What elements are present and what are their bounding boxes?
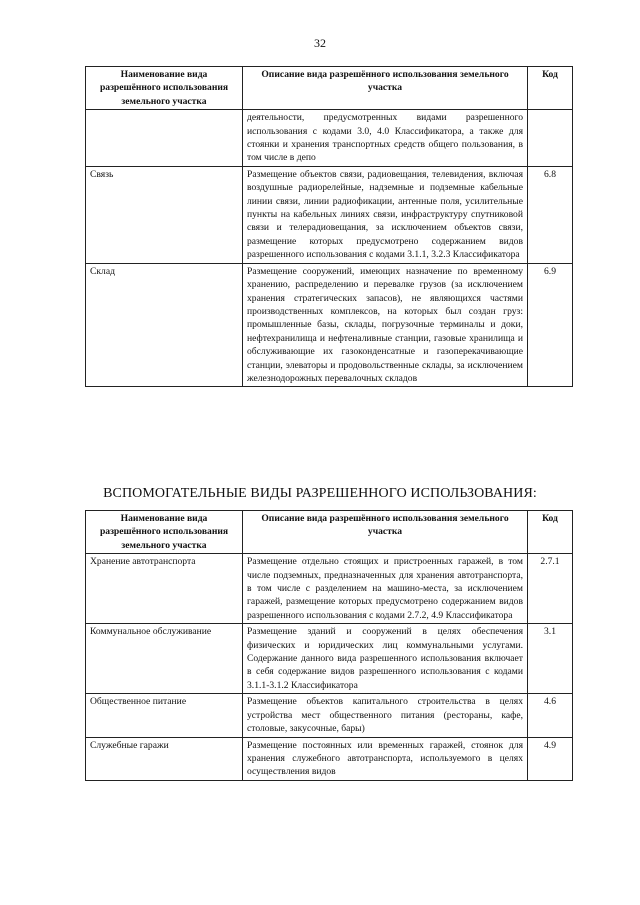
section-title-auxiliary-uses: ВСПОМОГАТЕЛЬНЫЕ ВИДЫ РАЗРЕШЕННОГО ИСПОЛЬЗОВАНИЯ:	[103, 486, 537, 501]
row-name: Коммунальное обслуживание	[86, 624, 243, 694]
table-header-row	[86, 67, 573, 110]
table-row	[86, 554, 573, 624]
row-description: Размещение объектов связи, радиовещания, телевидения, включая воздушные радиорелейные, надземные и подземные кабельные линии связи, линии радиофикации, антенные поля, усилительные пункты на кабельных линиях связи, инфраструктуру спутниковой связи и телерадиовещания, за исключением объектов связи, размещение которых предусмотрено содержанием видов разрешенного использования с кодами 3.1.1, 3.2.3 Классификатора	[243, 166, 528, 263]
table-row	[86, 694, 573, 737]
row-code: 6.8	[528, 166, 573, 263]
row-description: деятельности, предусмотренных видами разрешенного использования с кодами 3.0, 4.0 Классификатора, а также для стоянки и хранения транспортных средств общего пользования, в том числе в депо	[243, 110, 528, 167]
header-name: Наименование вида разрешённого использования земельного участка	[86, 67, 243, 110]
table-row	[86, 624, 573, 694]
page-number: 32	[314, 36, 326, 50]
row-name: Склад	[86, 263, 243, 387]
row-code: 3.1	[528, 624, 573, 694]
table-row	[86, 166, 573, 263]
row-name: Служебные гаражи	[86, 737, 243, 780]
table-header-row	[86, 511, 573, 554]
row-name	[86, 110, 243, 167]
header-description: Описание вида разрешённого использования земельного участка	[243, 511, 528, 554]
row-description: Размещение зданий и сооружений в целях обеспечения физических и юридических лиц коммунальными услугами. Содержание данного вида разрешенного использования включает в себя содержание видов разрешенного использования с кодами 3.1.1-3.1.2 Классификатора	[243, 624, 528, 694]
row-name: Общественное питание	[86, 694, 243, 737]
header-code: Код	[528, 67, 573, 110]
row-description: Размещение объектов капитального строительства в целях устройства мест общественного питания (рестораны, кафе, столовые, закусочные, бары)	[243, 694, 528, 737]
row-description: Размещение отдельно стоящих и пристроенных гаражей, в том числе подземных, предназначенных для хранения автотранспорта, в том числе с разделением на машино-места, за исключением гаражей, размещение которых предусмотрено содержанием видов разрешенного использования с кодами 2.7.2, 4.9 Классификатора	[243, 554, 528, 624]
row-code: 6.9	[528, 263, 573, 387]
row-code: 4.9	[528, 737, 573, 780]
row-code: 2.7.1	[528, 554, 573, 624]
table-row	[86, 737, 573, 780]
table-row	[86, 110, 573, 167]
header-description: Описание вида разрешённого использования земельного участка	[243, 67, 528, 110]
row-name: Хранение автотранспорта	[86, 554, 243, 624]
land-use-table-main	[85, 66, 573, 387]
row-description: Размещение сооружений, имеющих назначение по временному хранению, распределению и перевалке грузов (за исключением хранения стратегических запасов), не являющихся частями производственных комплексов, на которых был создан груз: промышленные базы, склады, погрузочные терминалы и доки, нефтехранилища и нефтеналивные станции, газовые хранилища и обслуживающие их газоконденсатные и газоперекачивающие станции, элеваторы и продовольственные склады, за исключением железнодорожных перевалочных складов	[243, 263, 528, 387]
row-code	[528, 110, 573, 167]
row-name: Связь	[86, 166, 243, 263]
row-description: Размещение постоянных или временных гаражей, стоянок для хранения служебного автотранспорта, используемого в целях осуществления видов	[243, 737, 528, 780]
header-name: Наименование вида разрешённого использования земельного участка	[86, 511, 243, 554]
row-code: 4.6	[528, 694, 573, 737]
land-use-table-auxiliary	[85, 510, 573, 781]
header-code: Код	[528, 511, 573, 554]
table-row	[86, 263, 573, 387]
